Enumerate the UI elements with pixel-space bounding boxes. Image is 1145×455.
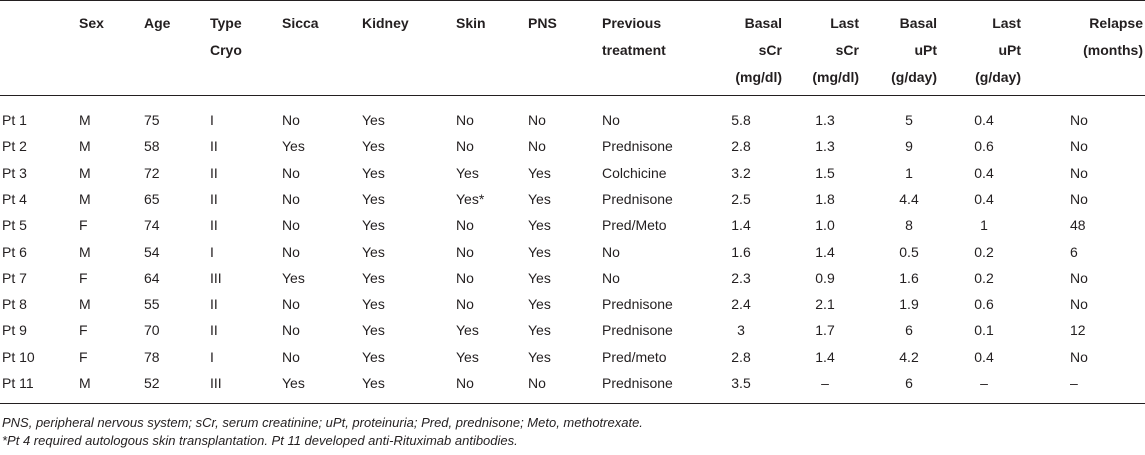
column-header-skin bbox=[456, 10, 486, 37]
table-cell-bupt: 4.2 bbox=[899, 348, 919, 365]
table-cell-lscr: 1.7 bbox=[815, 322, 835, 339]
table-cell-id: Pt 11 bbox=[2, 375, 34, 391]
table-cell-rel: 48 bbox=[1070, 217, 1086, 234]
table-cell-rel: No bbox=[1070, 296, 1088, 313]
table-cell-pns: Yes bbox=[528, 322, 551, 339]
table-cell-age: 70 bbox=[144, 322, 160, 339]
table-cell-kidney: Yes bbox=[362, 138, 385, 155]
table-cell-age: 74 bbox=[144, 217, 160, 234]
table-cell-bupt: 6 bbox=[905, 322, 913, 339]
table-cell-rel: No bbox=[1070, 269, 1088, 286]
table-cell-type: I bbox=[210, 243, 214, 260]
column-header-line: Last bbox=[992, 15, 1021, 31]
table-cell-sicca: No bbox=[282, 164, 300, 181]
column-header-pns bbox=[528, 10, 557, 37]
table-cell-type: II bbox=[210, 322, 218, 339]
table-cell-prev: Prednisone bbox=[602, 375, 673, 391]
table-cell-lupt: 0.4 bbox=[974, 190, 994, 207]
table-cell-bscr: 3.2 bbox=[731, 164, 751, 181]
table-cell-pns: Yes bbox=[528, 190, 551, 207]
table-cell-skin: No bbox=[456, 269, 474, 286]
table-cell-type: I bbox=[210, 348, 214, 365]
table-cell-age: 54 bbox=[144, 243, 160, 260]
table-cell-rel: No bbox=[1070, 138, 1088, 155]
table-cell-lupt: 1 bbox=[980, 217, 988, 234]
column-header-sicca bbox=[282, 10, 319, 37]
column-header-line: Relapse bbox=[1089, 15, 1143, 31]
table-cell-type: I bbox=[210, 112, 214, 128]
table-cell-bscr: 2.8 bbox=[731, 138, 751, 155]
table-cell-kidney: Yes bbox=[362, 164, 385, 181]
column-header-line: (g/day) bbox=[975, 69, 1021, 85]
table-cell-sex: F bbox=[79, 322, 88, 339]
column-header-line: Skin bbox=[456, 15, 486, 31]
bottom-rule bbox=[0, 403, 1145, 404]
table-cell-sex: F bbox=[79, 348, 88, 365]
table-cell-skin: No bbox=[456, 138, 474, 155]
column-header-rel bbox=[1083, 10, 1143, 64]
table-cell-id: Pt 1 bbox=[2, 112, 27, 128]
table-cell-bupt: 0.5 bbox=[899, 243, 919, 260]
table-cell-kidney: Yes bbox=[362, 217, 385, 234]
table-cell-bscr: 1.4 bbox=[731, 217, 751, 234]
table-cell-lupt: 0.4 bbox=[974, 164, 994, 181]
header-rule bbox=[0, 95, 1145, 96]
table-cell-skin: No bbox=[456, 296, 474, 313]
table-cell-bscr: 2.8 bbox=[731, 348, 751, 365]
table-cell-bscr: 1.6 bbox=[731, 243, 751, 260]
column-header-line: Cryo bbox=[210, 42, 242, 58]
table-cell-prev: Prednisone bbox=[602, 138, 673, 155]
table-cell-id: Pt 6 bbox=[2, 243, 27, 260]
table-cell-sicca: No bbox=[282, 217, 300, 234]
table-cell-skin: Yes* bbox=[456, 190, 485, 207]
table-cell-age: 78 bbox=[144, 348, 160, 365]
table-cell-rel: No bbox=[1070, 190, 1088, 207]
table-cell-lscr: 1.4 bbox=[815, 243, 835, 260]
table-cell-lupt: – bbox=[980, 375, 988, 391]
table-cell-lupt: 0.4 bbox=[974, 348, 994, 365]
table-cell-skin: No bbox=[456, 112, 474, 128]
table-cell-pns: Yes bbox=[528, 164, 551, 181]
table-cell-age: 55 bbox=[144, 296, 160, 313]
table-cell-type: II bbox=[210, 138, 218, 155]
column-header-line: Previous bbox=[602, 15, 662, 31]
table-cell-age: 64 bbox=[144, 269, 160, 286]
table-cell-prev: No bbox=[602, 243, 620, 260]
table-cell-sex: F bbox=[79, 217, 88, 234]
table-cell-sicca: No bbox=[282, 322, 300, 339]
table-cell-skin: Yes bbox=[456, 164, 479, 181]
table-cell-rel: – bbox=[1070, 375, 1078, 391]
table-cell-skin: Yes bbox=[456, 322, 479, 339]
table-cell-kidney: Yes bbox=[362, 348, 385, 365]
table-cell-lupt: 0.6 bbox=[974, 138, 994, 155]
table-cell-sex: M bbox=[79, 112, 91, 128]
table-cell-lscr: 1.5 bbox=[815, 164, 835, 181]
table-cell-prev: Colchicine bbox=[602, 164, 667, 181]
table-cell-age: 65 bbox=[144, 190, 160, 207]
table-cell-lupt: 0.2 bbox=[974, 269, 994, 286]
footnote-abbreviations: PNS, peripheral nervous system; sCr, serum creatinine; uPt, proteinuria; Pred, prednisone; Meto, methotrexate. bbox=[2, 415, 643, 430]
table-cell-sicca: Yes bbox=[282, 375, 305, 391]
table-cell-lupt: 0.2 bbox=[974, 243, 994, 260]
table-cell-pns: No bbox=[528, 112, 546, 128]
table-cell-prev: Prednisone bbox=[602, 322, 673, 339]
column-header-line: Kidney bbox=[362, 15, 409, 31]
column-header-type bbox=[210, 10, 242, 64]
table-cell-rel: No bbox=[1070, 348, 1088, 365]
table-cell-sex: M bbox=[79, 243, 91, 260]
table-cell-bscr: 2.4 bbox=[731, 296, 751, 313]
table-cell-id: Pt 5 bbox=[2, 217, 27, 234]
table-cell-sicca: No bbox=[282, 348, 300, 365]
table-cell-sex: M bbox=[79, 375, 91, 391]
table-cell-age: 72 bbox=[144, 164, 160, 181]
table-cell-id: Pt 7 bbox=[2, 269, 27, 286]
table-cell-id: Pt 3 bbox=[2, 164, 27, 181]
table-cell-prev: Prednisone bbox=[602, 190, 673, 207]
table-cell-sicca: No bbox=[282, 112, 300, 128]
table-cell-type: II bbox=[210, 217, 218, 234]
column-header-prev bbox=[602, 10, 666, 64]
column-header-line: (g/day) bbox=[891, 69, 937, 85]
table-cell-type: II bbox=[210, 296, 218, 313]
footnote-asterisk: *Pt 4 required autologous skin transplantation. Pt 11 developed anti-Rituximab antibodies. bbox=[2, 433, 518, 448]
column-header-line: uPt bbox=[998, 42, 1021, 58]
table-cell-kidney: Yes bbox=[362, 269, 385, 286]
table-cell-lupt: 0.4 bbox=[974, 112, 994, 128]
table-cell-sex: F bbox=[79, 269, 88, 286]
table-cell-bscr: 2.5 bbox=[731, 190, 751, 207]
table-cell-kidney: Yes bbox=[362, 296, 385, 313]
table-cell-prev: Pred/meto bbox=[602, 348, 667, 365]
table-cell-lscr: 1.8 bbox=[815, 190, 835, 207]
table-cell-pns: Yes bbox=[528, 217, 551, 234]
column-header-line: Age bbox=[144, 15, 171, 31]
column-header-lscr bbox=[812, 10, 859, 91]
column-header-line: treatment bbox=[602, 42, 666, 58]
table-cell-bscr: 5.8 bbox=[731, 112, 751, 128]
table-cell-lupt: 0.1 bbox=[974, 322, 994, 339]
table-cell-id: Pt 10 bbox=[2, 348, 35, 365]
table-cell-skin: No bbox=[456, 375, 474, 391]
table-cell-prev: Pred/Meto bbox=[602, 217, 667, 234]
table-cell-pns: No bbox=[528, 375, 546, 391]
table-cell-sicca: No bbox=[282, 296, 300, 313]
table-cell-lscr: 1.3 bbox=[815, 112, 835, 128]
table-cell-skin: Yes bbox=[456, 348, 479, 365]
column-header-line: (mg/dl) bbox=[812, 69, 859, 85]
table-cell-pns: Yes bbox=[528, 269, 551, 286]
table-cell-lscr: 2.1 bbox=[815, 296, 835, 313]
column-header-line: sCr bbox=[835, 42, 859, 58]
table-cell-id: Pt 2 bbox=[2, 138, 27, 155]
table-cell-bupt: 4.4 bbox=[899, 190, 919, 207]
table-cell-rel: 12 bbox=[1070, 322, 1086, 339]
table-cell-age: 58 bbox=[144, 138, 160, 155]
table-cell-rel: No bbox=[1070, 164, 1088, 181]
table-cell-bupt: 1.6 bbox=[899, 269, 919, 286]
table-cell-rel: No bbox=[1070, 112, 1088, 128]
table-cell-pns: Yes bbox=[528, 348, 551, 365]
column-header-line: Basal bbox=[744, 15, 782, 31]
column-header-kidney bbox=[362, 10, 409, 37]
table-cell-prev: Prednisone bbox=[602, 296, 673, 313]
table-cell-sicca: No bbox=[282, 190, 300, 207]
table-cell-bupt: 9 bbox=[905, 138, 913, 155]
table-cell-pns: No bbox=[528, 138, 546, 155]
column-header-sex bbox=[79, 10, 104, 37]
table-cell-skin: No bbox=[456, 217, 474, 234]
table-cell-kidney: Yes bbox=[362, 375, 385, 391]
column-header-line: PNS bbox=[528, 15, 557, 31]
table-cell-kidney: Yes bbox=[362, 112, 385, 128]
table-cell-rel: 6 bbox=[1070, 243, 1078, 260]
column-header-line: (mg/dl) bbox=[735, 69, 782, 85]
table-cell-sicca: Yes bbox=[282, 138, 305, 155]
column-header-line: Sicca bbox=[282, 15, 319, 31]
table-cell-prev: No bbox=[602, 269, 620, 286]
column-header-line: sCr bbox=[758, 42, 782, 58]
table-cell-bscr: 2.3 bbox=[731, 269, 751, 286]
table-cell-age: 52 bbox=[144, 375, 160, 391]
table-cell-bscr: 3.5 bbox=[731, 375, 751, 391]
column-header-bscr bbox=[735, 10, 782, 91]
table-cell-sex: M bbox=[79, 138, 91, 155]
table-cell-lscr: 1.0 bbox=[815, 217, 835, 234]
table-cell-prev: No bbox=[602, 112, 620, 128]
table-cell-skin: No bbox=[456, 243, 474, 260]
table-cell-kidney: Yes bbox=[362, 322, 385, 339]
table-cell-sicca: Yes bbox=[282, 269, 305, 286]
column-header-line: uPt bbox=[914, 42, 937, 58]
column-header-line: Basal bbox=[899, 15, 937, 31]
table-cell-sex: M bbox=[79, 190, 91, 207]
table-cell-lscr: 0.9 bbox=[815, 269, 835, 286]
column-header-line: Last bbox=[830, 15, 859, 31]
table-cell-type: II bbox=[210, 164, 218, 181]
table-cell-pns: Yes bbox=[528, 296, 551, 313]
table-cell-lscr: – bbox=[821, 375, 829, 391]
table-cell-bupt: 1.9 bbox=[899, 296, 919, 313]
table-cell-lscr: 1.3 bbox=[815, 138, 835, 155]
column-header-line: (months) bbox=[1083, 42, 1143, 58]
top-rule bbox=[0, 0, 1145, 1]
table-cell-id: Pt 9 bbox=[2, 322, 27, 339]
table-cell-sex: M bbox=[79, 296, 91, 313]
table-cell-age: 75 bbox=[144, 112, 160, 128]
table-cell-bupt: 8 bbox=[905, 217, 913, 234]
table-cell-kidney: Yes bbox=[362, 190, 385, 207]
column-header-line: Sex bbox=[79, 15, 104, 31]
table-cell-bupt: 6 bbox=[905, 375, 913, 391]
table-cell-id: Pt 4 bbox=[2, 190, 27, 207]
column-header-bupt bbox=[891, 10, 937, 91]
column-header-age bbox=[144, 10, 170, 37]
table-cell-lscr: 1.4 bbox=[815, 348, 835, 365]
table-cell-type: III bbox=[210, 269, 222, 286]
table-cell-sex: M bbox=[79, 164, 91, 181]
table-cell-pns: Yes bbox=[528, 243, 551, 260]
column-header-line: Type bbox=[210, 15, 242, 31]
table-cell-bupt: 1 bbox=[905, 164, 913, 181]
table-cell-bupt: 5 bbox=[905, 112, 913, 128]
table-cell-type: III bbox=[210, 375, 222, 391]
table-cell-id: Pt 8 bbox=[2, 296, 27, 313]
table-cell-kidney: Yes bbox=[362, 243, 385, 260]
table-cell-sicca: No bbox=[282, 243, 300, 260]
column-header-lupt bbox=[975, 10, 1021, 91]
table-cell-bscr: 3 bbox=[737, 322, 745, 339]
table-cell-type: II bbox=[210, 190, 218, 207]
table-cell-lupt: 0.6 bbox=[974, 296, 994, 313]
